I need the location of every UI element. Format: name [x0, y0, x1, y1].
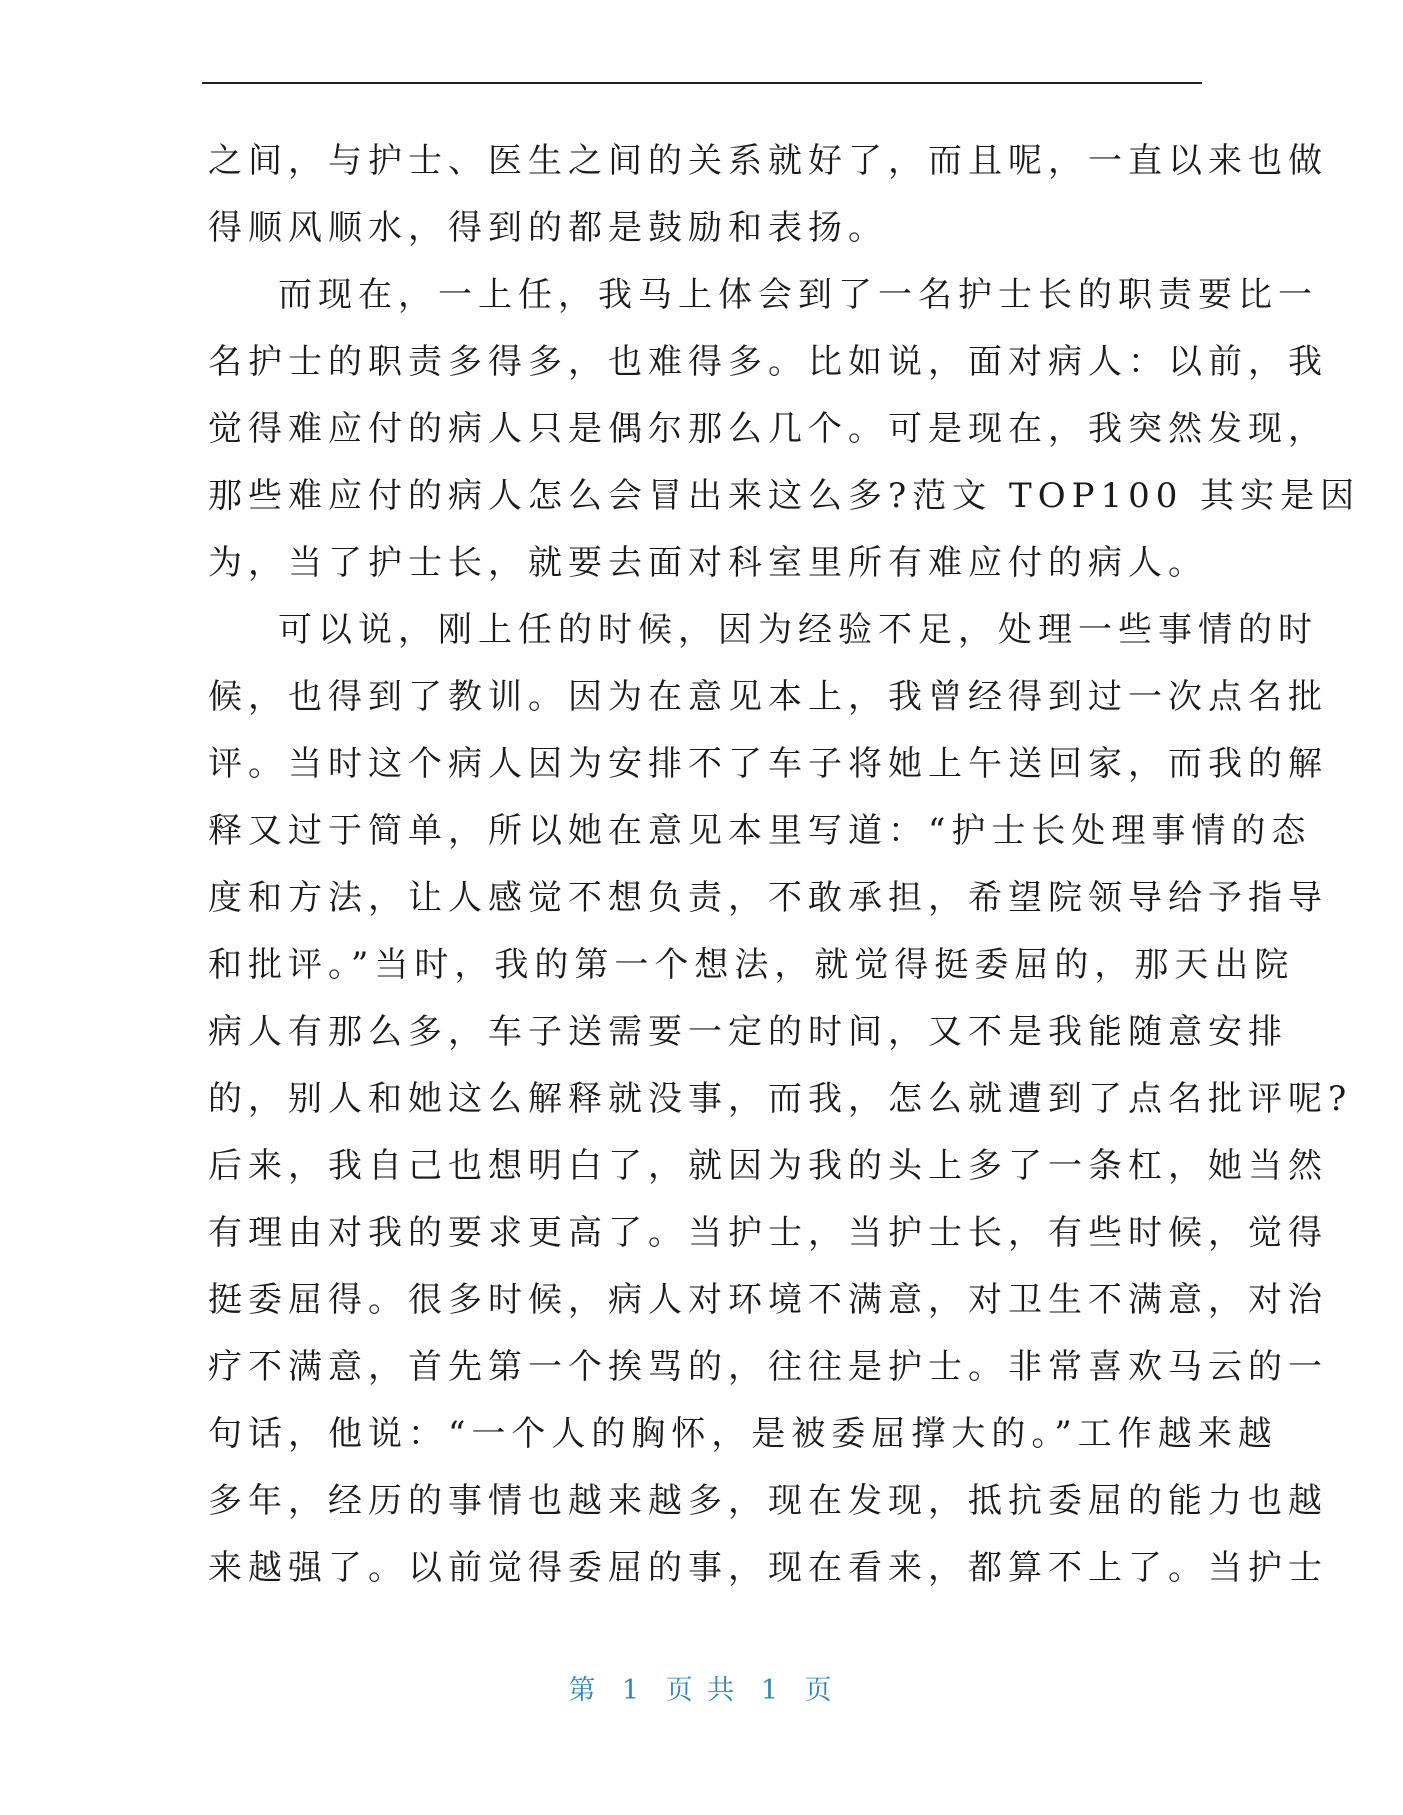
- text-line: 病人有那么多，车子送需要一定的时间，又不是我能随意安排: [208, 1012, 1288, 1052]
- text-line: 有理由对我的要求更高了。当护士，当护士长，有些时候，觉得: [208, 1213, 1328, 1253]
- text-line: 候，也得到了教训。因为在意见本上，我曾经得到过一次点名批: [208, 677, 1328, 717]
- text-line: 和批评。”当时，我的第一个想法，就觉得挺委屈的，那天出院: [208, 945, 1295, 985]
- text-line: 觉得难应付的病人只是偶尔那么几个。可是现在，我突然发现，: [208, 409, 1328, 449]
- page-footer: [0, 1668, 1403, 1707]
- footer-suffix: 页: [804, 1675, 835, 1706]
- footer-middle: 页 共: [665, 1675, 738, 1706]
- document-body: [208, 128, 1361, 1602]
- text-line: 来越强了。以前觉得委屈的事，现在看来，都算不上了。当护士: [208, 1548, 1328, 1588]
- text-line: 疗不满意，首先第一个挨骂的，往往是护士。非常喜欢马云的一: [208, 1347, 1328, 1387]
- text-line: 得顺风顺水，得到的都是鼓励和表扬。: [208, 208, 888, 248]
- text-line: 句话，他说：“一个人的胸怀，是被委屈撑大的。”工作越来越: [208, 1414, 1278, 1454]
- text-line: 后来，我自己也想明白了，就因为我的头上多了一条杠，她当然: [208, 1146, 1328, 1186]
- current-page-number: 1: [621, 1675, 643, 1706]
- text-line: 那些难应付的病人怎么会冒出来这么多?范文 TOP100 其实是因: [208, 476, 1361, 516]
- text-line: 名护士的职责多得多，也难得多。比如说，面对病人：以前，我: [208, 342, 1328, 382]
- text-line: 评。当时这个病人因为安排不了车子将她上午送回家，而我的解: [208, 744, 1328, 784]
- text-line: 多年，经历的事情也越来越多，现在发现，抵抗委屈的能力也越: [208, 1481, 1328, 1521]
- total-page-count: 1: [760, 1675, 782, 1706]
- text-line: 可以说，刚上任的时候，因为经验不足，处理一些事情的时: [278, 610, 1318, 650]
- text-line: 挺委屈得。很多时候，病人对环境不满意，对卫生不满意，对治: [208, 1280, 1328, 1320]
- text-line: 而现在，一上任，我马上体会到了一名护士长的职责要比一: [278, 275, 1318, 315]
- text-line: 度和方法，让人感觉不想负责，不敢承担，希望院领导给予指导: [208, 878, 1328, 918]
- text-line: 的，别人和她这么解释就没事，而我，怎么就遭到了点名批评呢?: [208, 1079, 1353, 1119]
- text-line: 释又过于简单，所以她在意见本里写道：“护士长处理事情的态: [208, 811, 1312, 851]
- footer-prefix: 第: [568, 1675, 599, 1706]
- text-line: 为，当了护士长，就要去面对科室里所有难应付的病人。: [208, 543, 1208, 583]
- text-line: 之间，与护士、医生之间的关系就好了，而且呢，一直以来也做: [208, 141, 1328, 181]
- header-rule: [202, 82, 1202, 84]
